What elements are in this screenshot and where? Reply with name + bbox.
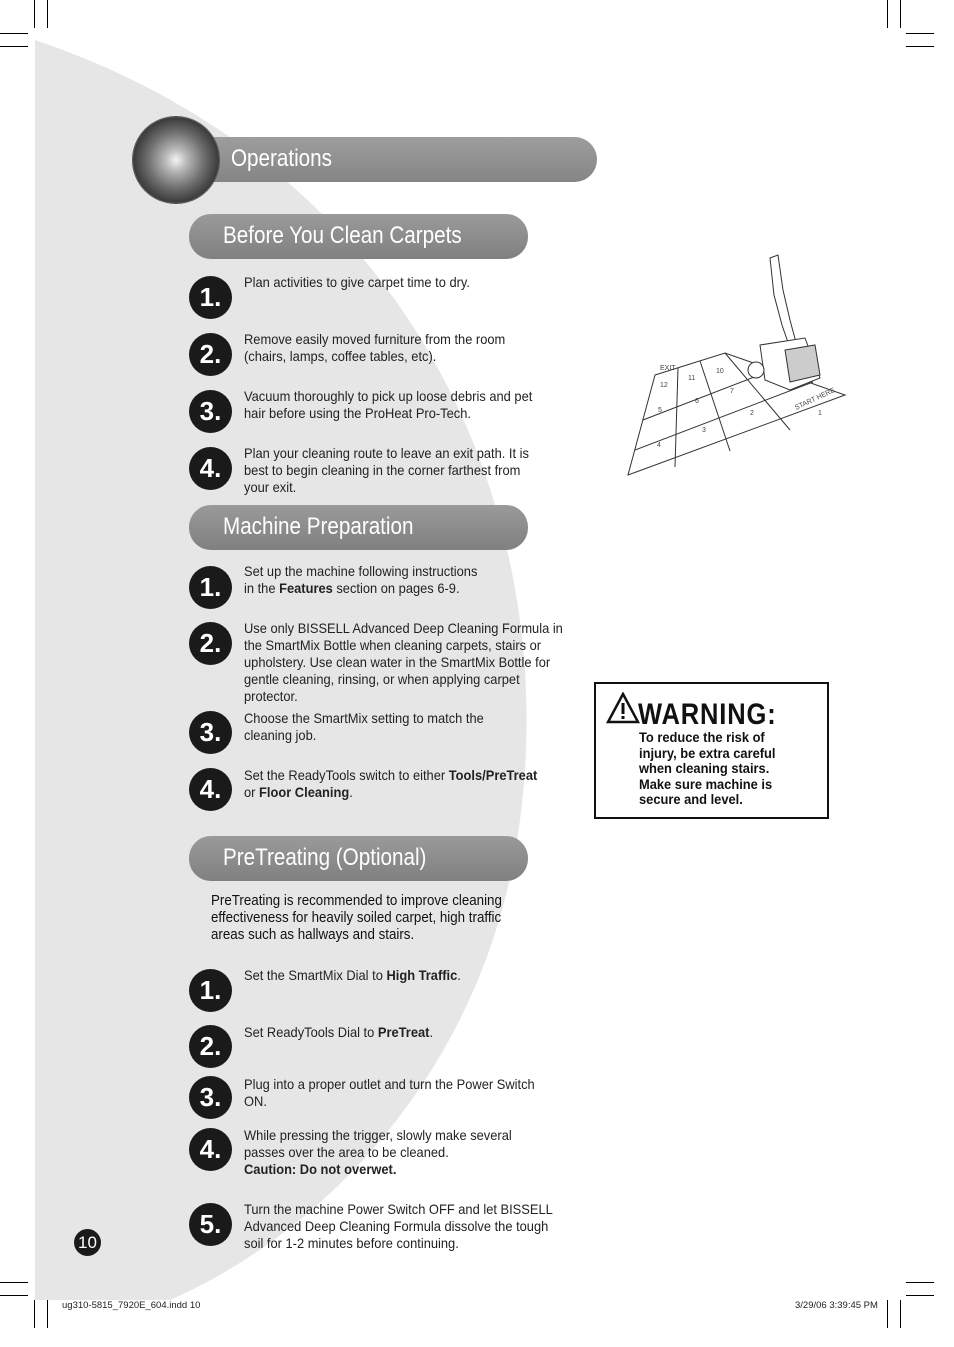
step-number-badge: 3.	[189, 711, 232, 754]
page-title: Operations	[231, 145, 332, 172]
step-text: Plan activities to give carpet time to dry.	[244, 274, 470, 290]
crop-mark	[47, 1300, 48, 1328]
step-number-badge: 3.	[189, 390, 232, 433]
section-banner-pretreating	[189, 836, 528, 881]
step-text: While pressing the trigger, slowly make several passes over the area to be cleaned. Caution: Do not overwet.	[244, 1127, 512, 1177]
crop-mark	[0, 1295, 28, 1296]
step-number-badge: 1.	[189, 566, 232, 609]
svg-text:5: 5	[658, 407, 662, 414]
section-title: PreTreating (Optional)	[223, 844, 427, 871]
crop-mark	[900, 0, 901, 28]
warning-box	[594, 682, 829, 819]
step-text: Set the ReadyTools switch to either Tools/PreTreat or Floor Cleaning.	[244, 767, 538, 800]
step-text: Choose the SmartMix setting to match the cleaning job.	[244, 710, 484, 743]
svg-text:11: 11	[688, 375, 696, 382]
page-number-badge: 10	[74, 1229, 101, 1256]
operations-banner	[176, 137, 597, 182]
crop-mark	[906, 33, 934, 34]
step-number-badge: 1.	[189, 276, 232, 319]
crop-mark	[906, 1295, 934, 1296]
crop-mark	[0, 1282, 28, 1283]
svg-text:12: 12	[660, 382, 668, 389]
svg-text:4: 4	[657, 442, 661, 449]
step-number-badge: 2.	[189, 622, 232, 665]
crop-mark	[0, 46, 28, 47]
section-banner-before-you-clean	[189, 214, 528, 259]
step-number-badge: 4.	[189, 447, 232, 490]
crop-mark	[906, 1282, 934, 1283]
date-slug: 3/29/06 3:39:45 PM	[795, 1300, 878, 1311]
step-text: Set the SmartMix Dial to High Traffic.	[244, 967, 461, 983]
crop-mark	[0, 33, 28, 34]
step-text: Turn the machine Power Switch OFF and let BISSELL Advanced Deep Cleaning Formula dissolve the tough soil for 1-2 minutes before continuing.	[244, 1201, 553, 1251]
step-number-badge: 1.	[189, 969, 232, 1012]
caution-text: Caution: Do not overwet.	[244, 1161, 397, 1177]
step-number-badge: 2.	[189, 1025, 232, 1068]
svg-text:1: 1	[818, 410, 822, 417]
warning-title: WARNING:	[638, 698, 777, 731]
crop-mark	[47, 0, 48, 28]
step-text: Use only BISSELL Advanced Deep Cleaning Formula in the SmartMix Bottle when cleaning carpets, stairs or upholstery. Use clean water in the SmartMix Bottle for gentle cleaning, rinsing, or when applying carpet protector.	[244, 620, 563, 704]
sphere-ornament-icon	[133, 117, 219, 203]
warning-triangle-icon	[606, 692, 640, 724]
file-slug: ug310-5815_7920E_604.indd 10	[62, 1300, 201, 1311]
section-title: Before You Clean Carpets	[223, 222, 462, 249]
pretreating-intro: PreTreating is recommended to improve cleaning effectiveness for heavily soiled carpet, high traffic areas such as hallways and stairs.	[211, 893, 502, 943]
svg-text:7: 7	[730, 388, 734, 395]
step-number-badge: 4.	[189, 1128, 232, 1171]
cleaning-route-illustration	[620, 250, 850, 480]
step-number-badge: 2.	[189, 333, 232, 376]
crop-mark	[887, 0, 888, 28]
crop-mark	[34, 1300, 35, 1328]
step-text: Vacuum thoroughly to pick up loose debris and pet hair before using the ProHeat Pro-Tech.	[244, 388, 533, 421]
svg-text:3: 3	[702, 427, 706, 434]
step-number-badge: 3.	[189, 1076, 232, 1119]
crop-mark	[887, 1300, 888, 1328]
crop-mark	[900, 1300, 901, 1328]
warning-body: To reduce the risk of injury, be extra careful when cleaning stairs. Make sure machine is secure and level.	[639, 729, 776, 807]
section-banner-machine-preparation	[189, 505, 528, 550]
step-text: Remove easily moved furniture from the room (chairs, lamps, coffee tables, etc).	[244, 331, 506, 364]
step-text: Plan your cleaning route to leave an exit path. It is best to begin cleaning in the corner farthest from your exit.	[244, 445, 529, 495]
svg-text:6: 6	[695, 398, 699, 405]
crop-mark	[34, 0, 35, 28]
svg-text:2: 2	[750, 410, 754, 417]
start-here-label: START HERE	[793, 387, 837, 412]
exit-label: EXIT	[660, 365, 676, 372]
step-text: Set ReadyTools Dial to PreTreat.	[244, 1024, 434, 1040]
step-number-badge: 5.	[189, 1203, 232, 1246]
svg-text:10: 10	[716, 368, 724, 375]
step-text: Set up the machine following instructions in the Features section on pages 6-9.	[244, 563, 478, 596]
section-title: Machine Preparation	[223, 513, 414, 540]
step-text: Plug into a proper outlet and turn the Power Switch ON.	[244, 1076, 535, 1109]
step-number-badge: 4.	[189, 768, 232, 811]
crop-mark	[906, 46, 934, 47]
